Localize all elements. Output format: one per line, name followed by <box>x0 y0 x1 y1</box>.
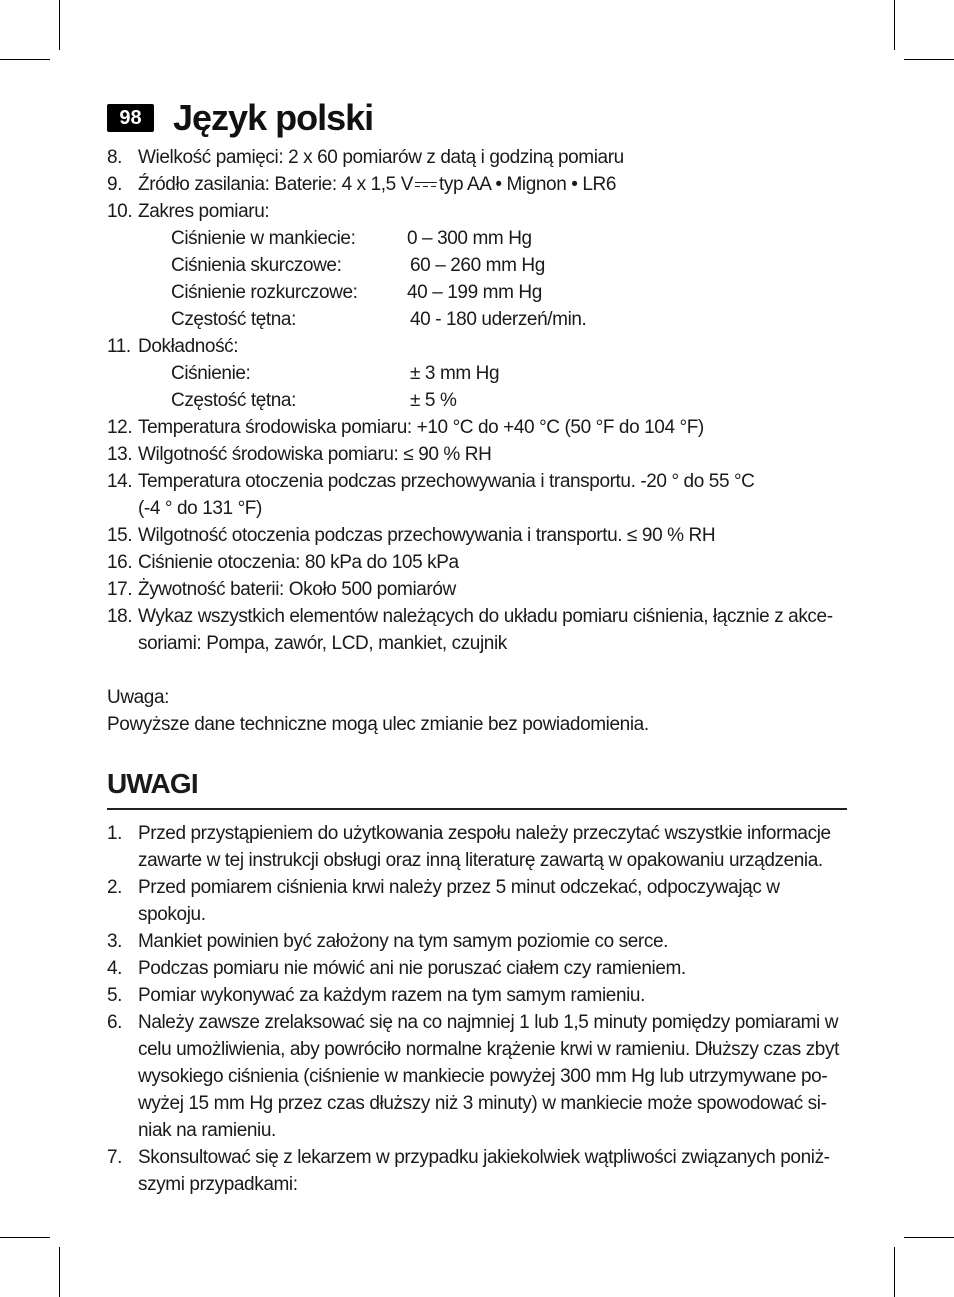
item-text: Wilgotność środowiska pomiaru: ≤ 90 % RH <box>138 444 492 465</box>
item-number: 3. <box>107 931 123 952</box>
range-row <box>107 279 852 306</box>
accuracy-row <box>107 360 852 387</box>
range-row <box>107 306 852 333</box>
range-value: 40 - 180 uderzeń/min. <box>410 309 587 330</box>
spec-item <box>107 198 852 225</box>
range-value: 0 – 300 mm Hg <box>407 228 532 249</box>
item-number: 13. <box>107 444 133 465</box>
range-label: Ciśnienia skurczowe: <box>171 255 342 276</box>
item-text: Ciśnienie otoczenia: 80 kPa do 105 kPa <box>138 552 459 573</box>
item-text: Podczas pomiaru nie mówić ani nie poruszać ciałem czy ramieniem. <box>138 958 686 979</box>
spec-item <box>107 333 852 360</box>
item-number: 8. <box>107 147 123 168</box>
item-number: 4. <box>107 958 123 979</box>
item-number: 10. <box>107 201 133 222</box>
item-number: 5. <box>107 985 123 1006</box>
crop-mark <box>894 1247 895 1297</box>
crop-mark <box>0 1237 50 1238</box>
spec-item <box>107 441 852 468</box>
uwagi-item <box>107 874 852 928</box>
item-text: Pomiar wykonywać za każdym razem na tym samym ramieniu. <box>138 985 645 1006</box>
item-text: Temperatura środowiska pomiaru: +10 °C do +40 °C (50 °F do 104 °F) <box>138 417 704 438</box>
item-text: Żywotność baterii: Około 500 pomiarów <box>138 579 456 600</box>
crop-mark <box>59 0 60 50</box>
spec-item <box>107 414 852 441</box>
note-label: Uwaga: <box>107 687 170 708</box>
page-number: 98 <box>107 104 154 132</box>
range-row <box>107 225 852 252</box>
page-header <box>107 96 373 140</box>
spec-item <box>107 468 778 522</box>
spec-item <box>107 522 852 549</box>
section-heading: UWAGI <box>107 768 198 799</box>
spec-item <box>107 171 852 198</box>
item-text: Źródło zasilania: Baterie: 4 x 1,5 V <box>138 174 413 195</box>
spec-item <box>107 603 838 657</box>
crop-mark <box>904 1237 954 1238</box>
uwagi-item <box>107 955 852 982</box>
item-text: Przed przystąpieniem do użytkowania zespołu należy przeczytać wszystkie informacje zawarte w tej instrukcji obsługi oraz inną literaturę zawartą w opakowaniu urządzenia. <box>138 823 831 871</box>
item-number: 12. <box>107 417 133 438</box>
item-text: Mankiet powinien być założony na tym samym poziomie co serce. <box>138 931 668 952</box>
range-label: Częstość tętna: <box>171 309 296 330</box>
document-body <box>107 144 852 1198</box>
item-text: Należy zawsze zrelaksować się na co najmniej 1 lub 1,5 minuty pomiędzy pomiarami w celu umożliwienia, aby powróciło normalne krążenie krwi w ramieniu. Dłuższy czas zbyt wysokiego ciśnienia (ciśnienie w mankiecie powyżej 300 mm Hg lub utrzymywane po- wyżej 15 mm Hg przez czas dłuższy niż 3 minuty) w mankiecie może spowodować si- niak na ramieniu. <box>138 1012 839 1141</box>
range-value: 40 – 199 mm Hg <box>407 282 542 303</box>
accuracy-value: ± 3 mm Hg <box>410 363 500 384</box>
crop-mark <box>894 0 895 50</box>
item-number: 18. <box>107 606 133 627</box>
item-number: 17. <box>107 579 133 600</box>
uwagi-item <box>107 820 852 874</box>
spec-item <box>107 144 852 171</box>
item-text: Dokładność: <box>138 336 239 357</box>
accuracy-label: Częstość tętna: <box>171 390 296 411</box>
item-text: Przed pomiarem ciśnienia krwi należy przez 5 minut odczekać, odpoczywając w spokoju. <box>138 877 780 925</box>
item-text: Wilgotność otoczenia podczas przechowywania i transportu. ≤ 90 % RH <box>138 525 716 546</box>
dc-voltage-icon <box>415 181 437 189</box>
spec-item <box>107 576 852 603</box>
item-number: 11. <box>107 336 131 357</box>
item-number: 15. <box>107 525 133 546</box>
item-text-continued: typ AA • Mignon • LR6 <box>438 174 617 195</box>
range-value: 60 – 260 mm Hg <box>410 255 545 276</box>
item-number: 6. <box>107 1012 123 1033</box>
item-number: 2. <box>107 877 123 898</box>
item-text: Wielkość pamięci: 2 x 60 pomiarów z datą i godziną pomiaru <box>138 147 624 168</box>
item-number: 1. <box>107 823 123 844</box>
uwagi-item <box>107 982 852 1009</box>
accuracy-label: Ciśnienie: <box>171 363 251 384</box>
uwagi-item <box>107 928 852 955</box>
section-divider <box>107 808 847 810</box>
range-label: Ciśnienie rozkurczowe: <box>171 282 358 303</box>
accuracy-value: ± 5 % <box>410 390 457 411</box>
crop-mark <box>0 59 50 60</box>
item-number: 14. <box>107 471 133 492</box>
crop-mark <box>904 59 954 60</box>
item-text: Wykaz wszystkich elementów należących do układu pomiaru ciśnienia, łącznie z akce- soriami: Pompa, zawór, LCD, mankiet, czujnik <box>138 606 833 654</box>
page-title: Język polski <box>173 97 374 138</box>
item-number: 7. <box>107 1147 123 1168</box>
crop-mark <box>59 1247 60 1297</box>
item-text: Zakres pomiaru: <box>138 201 270 222</box>
item-text: Skonsultować się z lekarzem w przypadku jakiekolwiek wątpliwości związanych poniż- szymi przypadkami: <box>138 1147 830 1195</box>
uwagi-item <box>107 1009 852 1144</box>
range-row <box>107 252 852 279</box>
range-label: Ciśnienie w mankiecie: <box>171 228 356 249</box>
spec-item <box>107 549 852 576</box>
accuracy-row <box>107 387 852 414</box>
item-text: Temperatura otoczenia podczas przechowywania i transportu. -20 ° do 55 °C (-4 ° do 131 °F) <box>138 471 755 519</box>
item-number: 9. <box>107 174 123 195</box>
item-number: 16. <box>107 552 133 573</box>
uwagi-item <box>107 1144 852 1198</box>
note-text: Powyższe dane techniczne mogą ulec zmianie bez powiadomienia. <box>107 714 649 735</box>
